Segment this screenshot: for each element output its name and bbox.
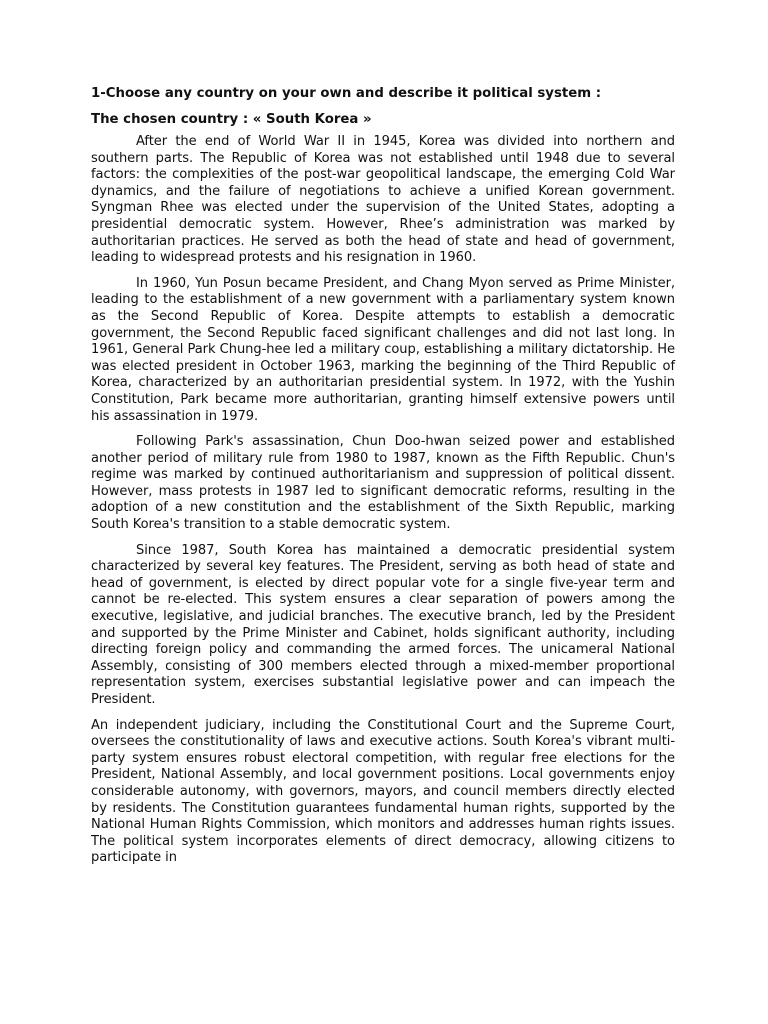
paragraph-judiciary-and-rights: An independent judiciary, including the Constitutional Court and the Supreme Court, oversees the constitutionality of laws and executive actions. South Korea's vibrant multi-party system ensures robust electoral competition, with regular free elections for the President, National Assembly, and local government positions. Local governments enjoy considerable autonomy, with governors, mayors, and council members directly elected by residents. The Constitution guarantees fundamental human rights, supported by the National Human Rights Commission, which monitors and addresses human rights issues. The political system incorporates elements of direct democracy, allowing citizens to participate in xyxy=(91,717,675,866)
country-heading: The chosen country : « South Korea » xyxy=(91,112,372,127)
paragraph-fifth-sixth-republic: Following Park's assassination, Chun Doo-hwan seized power and established another period of military rule from 1980 to 1987, known as the Fifth Republic. Chun's regime was marked by continued authoritarianism and suppression of political dissent. However, mass protests in 1987 led to significant democratic reforms, resulting in the adoption of a new constitution and the establishment of the Sixth Republic, marking South Korea's transition to a stable democratic system. xyxy=(91,434,675,533)
document-body xyxy=(91,84,675,876)
paragraph-presidential-system: Since 1987, South Korea has maintained a democratic presidential system characterized by several key features. The President, serving as both head of state and head of government, is elected by direct popular vote for a single five-year term and cannot be re-elected. This system ensures a clear separation of powers among the executive, legislative, and judicial branches. The executive branch, led by the President and supported by the Prime Minister and Cabinet, holds significant authority, including directing foreign policy and commanding the armed forces. The unicameral National Assembly, consisting of 300 members elected through a mixed-member proportional representation system, exercises substantial legislative power and can impeach the President. xyxy=(91,542,675,707)
paragraph-second-third-republic: In 1960, Yun Posun became President, and Chang Myon served as Prime Minister, leading to the establishment of a new government with a parliamentary system known as the Second Republic of Korea. Despite attempts to establish a democratic government, the Second Republic faced significant challenges and did not last long. In 1961, General Park Chung-hee led a military coup, establishing a military dictatorship. He was elected president in October 1963, marking the beginning of the Third Republic of Korea, characterized by an authoritarian presidential system. In 1972, with the Yushin Constitution, Park became more authoritarian, granting himself extensive powers until his assassination in 1979. xyxy=(91,275,675,424)
question-heading: 1-Choose any country on your own and describe it political system : xyxy=(91,86,602,101)
paragraph-korea-division: After the end of World War II in 1945, Korea was divided into northern and southern parts. The Republic of Korea was not established until 1948 due to several factors: the complexities of the post-war geopolitical landscape, the emerging Cold War dynamics, and the failure of negotiations to achieve a unified Korean government. Syngman Rhee was elected under the supervision of the United States, adopting a presidential democratic system. However, Rhee’s administration was marked by authoritarian practices. He served as both the head of state and head of government, leading to widespread protests and his resignation in 1960. xyxy=(91,134,675,266)
